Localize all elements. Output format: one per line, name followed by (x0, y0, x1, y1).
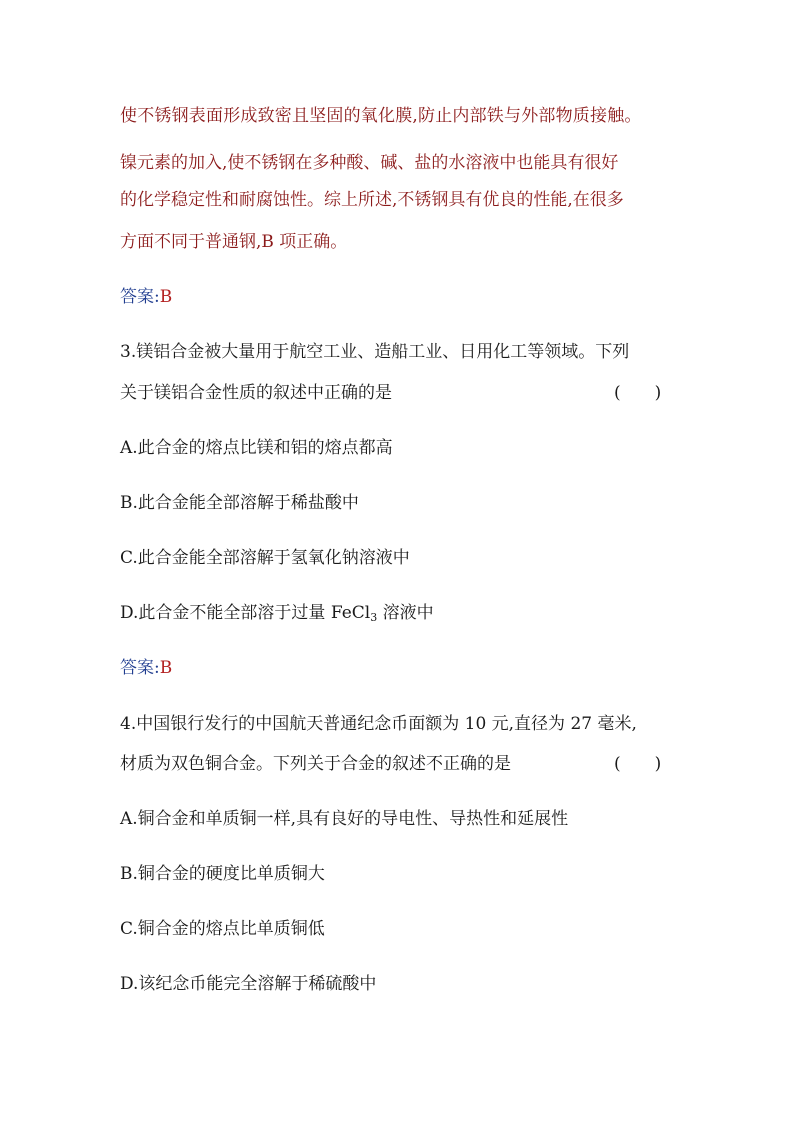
question-4-option-a: A.铜合金和单质铜一样,具有良好的导电性、导热性和延展性 (120, 809, 569, 829)
question-3-stem-line-2: 关于镁铝合金性质的叙述中正确的是 (120, 383, 392, 403)
answer-3 (120, 660, 172, 677)
question-4-stem-line-2: 材质为双色铜合金。下列关于合金的叙述不正确的是 (120, 754, 511, 774)
answer-label: 答案: (120, 658, 160, 678)
explanation-line-4: 方面不同于普通钢,B 项正确。 (120, 232, 348, 252)
option-d-text: D.此合金不能全部溶于过量 FeCl (120, 603, 371, 623)
question-4-option-d: D.该纪念币能完全溶解于稀硫酸中 (120, 974, 377, 994)
question-4-option-b: B.铜合金的硬度比单质铜大 (120, 864, 325, 884)
answer-2 (120, 289, 172, 306)
answer-value: B (159, 287, 173, 307)
question-3-answer-blank: ( ) (614, 383, 662, 403)
explanation-line-1: 使不锈钢表面形成致密且坚固的氧化膜,防止内部铁与外部物质接触。 (120, 106, 642, 126)
explanation-line-2: 镍元素的加入,使不锈钢在多种酸、碱、盐的水溶液中也能具有很好 (120, 153, 619, 173)
option-d-text-end: 溶液中 (377, 603, 434, 623)
question-4-option-c: C.铜合金的熔点比单质铜低 (120, 919, 325, 939)
question-3-option-c: C.此合金能全部溶解于氢氧化钠溶液中 (120, 548, 410, 568)
question-4-answer-blank: ( ) (614, 754, 662, 774)
question-4-stem-line-1: 4.中国银行发行的中国航天普通纪念币面额为 10 元,直径为 27 毫米, (120, 714, 637, 734)
explanation-line-3: 的化学稳定性和耐腐蚀性。综上所述,不锈钢具有优良的性能,在很多 (120, 190, 624, 210)
answer-label: 答案: (120, 287, 160, 307)
subscript: 3 (370, 611, 378, 624)
question-3-option-a: A.此合金的熔点比镁和铝的熔点都高 (120, 438, 393, 458)
answer-value: B (159, 658, 173, 678)
question-3-option-d (120, 605, 434, 622)
question-3-stem-line-1: 3.镁铝合金被大量用于航空工业、造船工业、日用化工等领域。下列 (120, 342, 630, 362)
question-3-option-b: B.此合金能全部溶解于稀盐酸中 (120, 493, 359, 513)
